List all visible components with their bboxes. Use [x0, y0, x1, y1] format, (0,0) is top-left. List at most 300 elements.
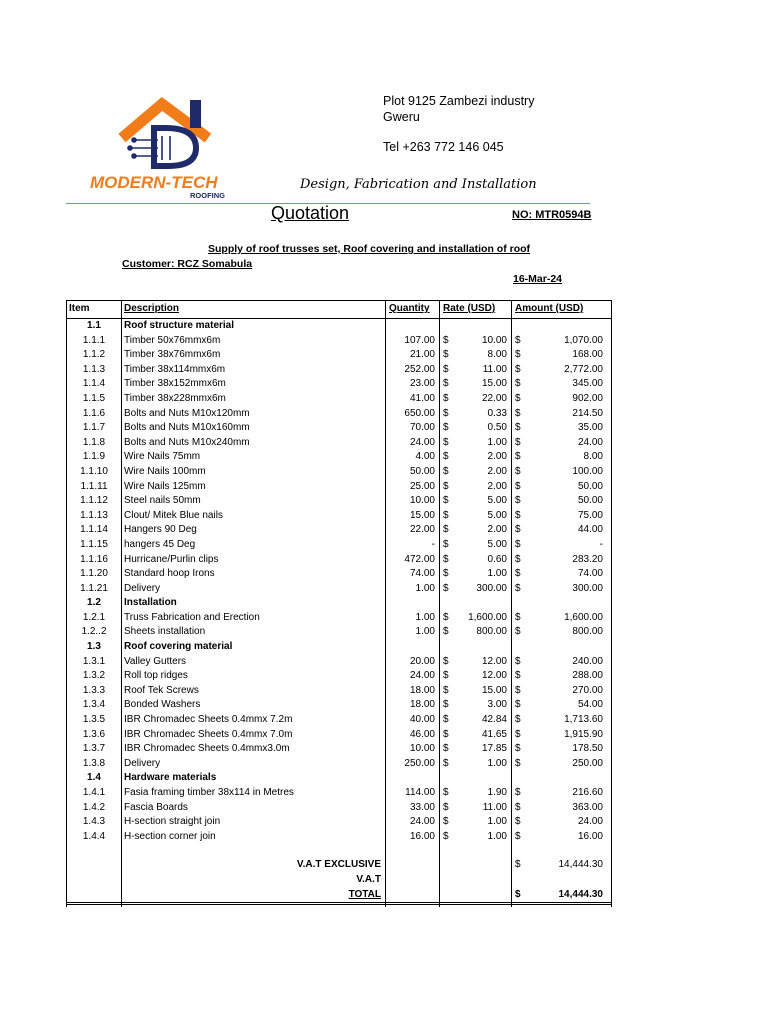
item-description: Sheets installation	[124, 626, 206, 638]
item-rate: 11.00	[482, 363, 507, 375]
rate-currency: $	[443, 407, 449, 419]
item-amount: 270.00	[572, 684, 603, 696]
section-row	[67, 771, 611, 786]
customer-name: Customer: RCZ Somabula	[122, 258, 253, 270]
amount-currency: $	[515, 436, 521, 448]
item-amount: 24.00	[577, 816, 603, 828]
rate-currency: $	[443, 582, 449, 594]
item-description: Wire Nails 75mm	[124, 451, 201, 463]
item-amount: 902.00	[572, 392, 603, 404]
item-number: 1.1.6	[82, 407, 106, 419]
amount-currency: $	[515, 830, 521, 842]
amount-currency: $	[515, 392, 521, 404]
item-description: Steel nails 50mm	[124, 495, 201, 507]
rate-currency: $	[443, 495, 449, 507]
item-rate: 8.00	[487, 349, 507, 361]
item-rate: 12.00	[481, 655, 507, 667]
item-number: 1.1.10	[80, 465, 108, 477]
item-quantity: 18.00	[409, 699, 435, 711]
item-description: Bolts and Nuts M10x120mm	[124, 407, 250, 419]
rate-currency: $	[443, 801, 449, 813]
table-row	[67, 553, 611, 568]
item-amount: -	[599, 538, 603, 550]
amount-currency: $	[515, 757, 521, 769]
item-description: Timber 50x76mmx6m	[124, 334, 221, 346]
table-row	[67, 728, 611, 743]
item-rate: 0.50	[487, 422, 507, 434]
logo-wordmark: MODERN-TECH	[90, 173, 218, 192]
table-row	[67, 363, 611, 378]
item-rate: 22.00	[481, 392, 507, 404]
amount-currency: $	[515, 538, 521, 550]
item-amount: 240.00	[572, 655, 603, 667]
amount-currency: $	[515, 524, 521, 536]
item-rate: 42.84	[481, 714, 507, 726]
item-description: Truss Fabrication and Erection	[124, 611, 260, 623]
table-row	[67, 625, 611, 640]
item-number: 1.1.13	[80, 509, 108, 521]
amount-currency: $	[515, 626, 521, 638]
item-description: Wire Nails 125mm	[124, 480, 206, 492]
item-number: 1.1.8	[82, 436, 106, 448]
item-rate: 1.00	[487, 436, 507, 448]
table-row	[67, 684, 611, 699]
amount-currency: $	[515, 743, 521, 755]
item-amount: 16.00	[577, 830, 603, 842]
amount-currency: $	[515, 801, 521, 813]
item-number: 1.1.2	[82, 349, 106, 361]
item-description: Timber 38x228mmx6m	[124, 392, 226, 404]
item-quantity: 50.00	[409, 465, 435, 477]
item-description: Fascia Boards	[124, 801, 188, 813]
amount-currency: $	[515, 714, 521, 726]
amount-currency: $	[515, 378, 521, 390]
table-row	[67, 698, 611, 713]
item-number: 1.2..2	[81, 626, 107, 638]
item-amount: 44.00	[577, 524, 603, 536]
rate-currency: $	[443, 757, 449, 769]
item-quantity: 4.00	[415, 451, 435, 463]
rate-currency: $	[443, 626, 449, 638]
item-quantity: 16.00	[409, 830, 435, 842]
table-row	[67, 480, 611, 495]
item-rate: 1.00	[487, 830, 507, 842]
table-row	[67, 348, 611, 363]
rate-currency: $	[443, 714, 449, 726]
table-row	[67, 494, 611, 509]
item-amount: 363.00	[572, 801, 603, 813]
item-amount: 50.00	[577, 480, 603, 492]
amount-currency: $	[515, 334, 521, 346]
item-description: H-section corner join	[124, 830, 216, 842]
item-quantity: 40.00	[409, 714, 435, 726]
rate-currency: $	[443, 480, 449, 492]
amount-currency: $	[515, 582, 521, 594]
item-amount: 35.00	[577, 422, 603, 434]
item-rate: 15.00	[481, 378, 507, 390]
item-amount: 250.00	[572, 757, 603, 769]
table-row	[67, 742, 611, 757]
table-row	[67, 465, 611, 480]
total-row-label: TOTAL	[348, 888, 381, 900]
amount-currency: $	[515, 670, 521, 682]
rate-currency: $	[443, 684, 449, 696]
item-rate: 2.00	[487, 480, 507, 492]
rate-currency: $	[443, 334, 449, 346]
rate-currency: $	[443, 392, 449, 404]
item-description: Bolts and Nuts M10x160mm	[124, 422, 250, 434]
amount-currency: $	[515, 422, 521, 434]
item-description: Clout/ Mitek Blue nails	[124, 509, 223, 521]
section-row	[67, 640, 611, 655]
item-quantity: 24.00	[409, 816, 435, 828]
table-row	[67, 392, 611, 407]
item-amount: 216.60	[572, 787, 603, 798]
item-number: 1.1.9	[82, 451, 106, 463]
item-number: 1.4	[87, 772, 101, 784]
item-number: 1.1.1	[82, 334, 106, 346]
item-rate: 5.00	[487, 495, 507, 507]
rate-currency: $	[443, 699, 449, 711]
item-rate: 2.00	[487, 465, 507, 477]
item-number: 1.1.7	[82, 422, 106, 434]
amount-currency: $	[515, 728, 521, 740]
item-amount: 1,600.00	[564, 611, 603, 623]
item-number: 1.3.2	[82, 670, 106, 682]
rate-currency: $	[443, 378, 449, 390]
item-quantity: 15.00	[409, 509, 435, 521]
amount-currency: $	[515, 655, 521, 667]
item-quantity: 10.00	[409, 495, 435, 507]
table-row	[67, 567, 611, 582]
item-rate: 1.00	[487, 568, 507, 580]
amount-currency: $	[515, 480, 521, 492]
item-quantity: 1.00	[415, 611, 435, 623]
item-amount: 288.00	[572, 670, 603, 682]
item-number: 1.1.15	[80, 538, 108, 550]
amount-currency: $	[515, 363, 521, 375]
quotation-number: NO: MTR0594B	[512, 209, 592, 221]
amount-currency: $	[515, 699, 521, 711]
item-number: 1.1.3	[82, 363, 106, 375]
rate-currency: $	[443, 349, 449, 361]
logo-house-icon	[88, 96, 258, 200]
rate-currency: $	[443, 363, 449, 375]
table-row	[67, 436, 611, 451]
amount-currency: $	[515, 568, 521, 580]
rate-currency: $	[443, 830, 449, 842]
item-description: IBR Chromadec Sheets 0.4mmx 7.2m	[124, 714, 293, 726]
table-row	[67, 669, 611, 684]
vat-exclusive-row-label: V.A.T EXCLUSIVE	[296, 859, 381, 871]
table-header-row	[67, 301, 611, 319]
vat-row-label: V.A.T	[356, 873, 381, 885]
item-number: 1.3.8	[82, 757, 106, 769]
rate-currency: $	[443, 524, 449, 536]
item-description: Timber 38x152mmx6m	[124, 378, 226, 390]
telephone: Tel +263 772 146 045	[383, 140, 504, 154]
item-amount: 54.00	[577, 699, 603, 711]
item-rate: 1,600.00	[468, 611, 507, 623]
item-description: Hurricane/Purlin clips	[124, 553, 219, 565]
quotation-table	[66, 300, 612, 907]
company-tagline: Design, Fabrication and Installation	[300, 177, 537, 192]
rate-currency: $	[443, 509, 449, 521]
item-description: Bonded Washers	[124, 699, 201, 711]
item-amount: 300.00	[572, 582, 603, 594]
item-description: IBR Chromadec Sheets 0.4mmx3.0m	[124, 743, 290, 755]
header-quantity: Quantity	[389, 303, 430, 314]
table-row	[67, 582, 611, 597]
item-quantity: 472.00	[404, 553, 435, 565]
rate-currency: $	[443, 816, 449, 828]
item-quantity: 1.00	[415, 626, 435, 638]
table-row	[67, 450, 611, 465]
amount-currency: $	[515, 553, 521, 565]
item-quantity: 107.00	[404, 334, 435, 346]
item-description: Roof covering material	[124, 641, 233, 653]
item-description: Bolts and Nuts M10x240mm	[124, 436, 250, 448]
item-rate: 2.00	[487, 524, 507, 536]
item-number: 1.1.5	[82, 392, 106, 404]
rate-currency: $	[443, 728, 449, 740]
item-description: Fasia framing timber 38x114 in Metres	[124, 787, 294, 798]
header-item: Item	[69, 303, 90, 314]
item-rate: 10.00	[481, 334, 507, 346]
quotation-subtitle: Supply of roof trusses set, Roof covering and installation of roof	[208, 243, 531, 255]
item-number: 1.3.7	[82, 743, 106, 755]
total-row	[67, 888, 611, 906]
table-row	[67, 334, 611, 349]
item-number: 1.3.4	[82, 699, 106, 711]
item-rate: 5.00	[487, 538, 507, 550]
item-amount: 800.00	[572, 626, 603, 638]
item-number: 1.3.3	[82, 684, 106, 696]
item-number: 1.4.1	[82, 787, 106, 798]
amount-currency: $	[515, 407, 521, 419]
vat-exclusive-row-currency: $	[515, 859, 521, 871]
item-number: 1.1.11	[80, 480, 108, 492]
header-amount: Amount (USD)	[515, 303, 584, 314]
item-amount: 168.00	[572, 349, 603, 361]
item-rate: 12.00	[481, 670, 507, 682]
amount-currency: $	[515, 349, 521, 361]
item-description: Timber 38x76mmx6m	[124, 349, 221, 361]
item-description: Timber 38x114mmx6m	[124, 363, 226, 375]
item-amount: 178.50	[572, 743, 603, 755]
item-number: 1.4.3	[82, 816, 106, 828]
item-number: 1.3	[87, 641, 101, 653]
item-description: Installation	[124, 597, 177, 609]
rate-currency: $	[443, 611, 449, 623]
vat-row	[67, 873, 611, 888]
table-row	[67, 377, 611, 392]
item-amount: 283.20	[572, 553, 603, 565]
item-number: 1.3.6	[82, 728, 106, 740]
item-amount: 24.00	[577, 436, 603, 448]
logo-subtitle: ROOFING	[190, 191, 225, 200]
quotation-date: 16-Mar-24	[513, 273, 563, 285]
rate-currency: $	[443, 422, 449, 434]
item-description: H-section straight join	[124, 816, 221, 828]
item-description: hangers 45 Deg	[124, 538, 196, 550]
table-row	[67, 538, 611, 553]
rate-currency: $	[443, 465, 449, 477]
item-rate: 11.00	[482, 801, 507, 813]
amount-currency: $	[515, 495, 521, 507]
item-number: 1.1.20	[80, 568, 108, 580]
item-rate: 1.90	[487, 787, 507, 798]
item-number: 1.1.4	[82, 378, 106, 390]
amount-currency: $	[515, 787, 521, 798]
table-row	[67, 509, 611, 524]
item-amount: 1,070.00	[564, 334, 603, 346]
section-row	[67, 319, 611, 334]
table-row	[67, 611, 611, 626]
item-quantity: 20.00	[409, 655, 435, 667]
table-row	[67, 655, 611, 670]
spacer	[67, 844, 611, 858]
item-rate: 1.00	[487, 757, 507, 769]
total-row-value: 14,444.30	[558, 888, 603, 900]
item-amount: 74.00	[577, 568, 603, 580]
item-quantity: 24.00	[409, 436, 435, 448]
item-number: 1.2.1	[82, 611, 106, 623]
item-rate: 0.33	[487, 407, 507, 419]
item-number: 1.4.4	[82, 830, 106, 842]
item-rate: 3.00	[487, 699, 507, 711]
amount-currency: $	[515, 509, 521, 521]
rate-currency: $	[443, 538, 449, 550]
vat-exclusive-row	[67, 858, 611, 873]
item-quantity: 70.00	[409, 422, 435, 434]
item-description: IBR Chromadec Sheets 0.4mmx 7.0m	[124, 728, 293, 740]
amount-currency: $	[515, 611, 521, 623]
item-description: Hangers 90 Deg	[124, 524, 197, 536]
item-description: Hardware materials	[124, 772, 217, 784]
vat-exclusive-row-value: 14,444.30	[558, 859, 603, 871]
item-rate: 0.60	[487, 553, 507, 565]
section-row	[67, 596, 611, 611]
header-rate: Rate (USD)	[443, 303, 496, 314]
item-number: 1.2	[87, 597, 101, 609]
item-amount: 8.00	[583, 451, 603, 463]
item-quantity: 250.00	[404, 757, 435, 769]
rate-currency: $	[443, 553, 449, 565]
amount-currency: $	[515, 816, 521, 828]
table-row	[67, 421, 611, 436]
item-amount: 50.00	[577, 495, 603, 507]
table-row	[67, 801, 611, 816]
rate-currency: $	[443, 670, 449, 682]
item-quantity: -	[431, 538, 435, 550]
rate-currency: $	[443, 436, 449, 448]
item-amount: 100.00	[572, 465, 603, 477]
item-rate: 300.00	[476, 582, 507, 594]
item-quantity: 46.00	[409, 728, 435, 740]
rate-currency: $	[443, 787, 449, 798]
amount-currency: $	[515, 451, 521, 463]
table-body	[67, 301, 611, 905]
item-quantity: 18.00	[409, 684, 435, 696]
item-rate: 5.00	[487, 509, 507, 521]
item-rate: 2.00	[487, 451, 507, 463]
item-description: Standard hoop Irons	[124, 568, 215, 580]
item-amount: 345.00	[572, 378, 603, 390]
rate-currency: $	[443, 655, 449, 667]
item-number: 1.1.14	[80, 524, 108, 536]
table-row	[67, 757, 611, 772]
item-number: 1.1.21	[80, 582, 108, 594]
item-description: Roof Tek Screws	[124, 684, 199, 696]
item-amount: 214.50	[572, 407, 603, 419]
item-quantity: 650.00	[404, 407, 435, 419]
item-quantity: 74.00	[409, 568, 435, 580]
item-description: Delivery	[124, 582, 161, 594]
item-quantity: 24.00	[409, 670, 435, 682]
rate-currency: $	[443, 743, 449, 755]
item-description: Valley Gutters	[124, 655, 187, 667]
table-row	[67, 830, 611, 845]
item-quantity: 33.00	[409, 801, 435, 813]
amount-currency: $	[515, 465, 521, 477]
item-quantity: 1.00	[415, 582, 435, 594]
item-number: 1.1.16	[80, 553, 108, 565]
total-row-currency: $	[515, 888, 521, 900]
item-number: 1.3.1	[82, 655, 106, 667]
item-number: 1.3.5	[82, 714, 106, 726]
item-rate: 41.65	[481, 728, 507, 740]
table-row	[67, 407, 611, 422]
item-rate: 800.00	[476, 626, 507, 638]
company-logo	[88, 96, 258, 200]
item-quantity: 22.00	[409, 524, 435, 536]
item-rate: 15.00	[481, 684, 507, 696]
table-row	[67, 523, 611, 538]
item-quantity: 114.00	[405, 787, 435, 798]
amount-currency: $	[515, 684, 521, 696]
item-quantity: 21.00	[409, 349, 435, 361]
item-quantity: 41.00	[409, 392, 435, 404]
item-number: 1.1.12	[80, 495, 108, 507]
item-amount: 2,772.00	[564, 363, 603, 375]
rate-currency: $	[443, 568, 449, 580]
item-description: Roof structure material	[124, 320, 235, 331]
item-quantity: 10.00	[409, 743, 435, 755]
item-number: 1.4.2	[82, 801, 106, 813]
item-rate: 1.00	[487, 816, 507, 828]
item-description: Roll top ridges	[124, 670, 188, 682]
item-amount: 1,713.60	[564, 714, 603, 726]
item-rate: 17.85	[481, 743, 507, 755]
header-description: Description	[124, 303, 180, 314]
item-amount: 1,915.90	[564, 728, 603, 740]
item-quantity: 23.00	[409, 378, 435, 390]
item-description: Delivery	[124, 757, 161, 769]
item-quantity: 252.00	[404, 363, 435, 375]
table-row	[67, 713, 611, 728]
item-number: 1.1	[87, 320, 101, 331]
item-amount: 75.00	[577, 509, 603, 521]
table-row	[67, 815, 611, 830]
item-description: Wire Nails 100mm	[124, 465, 206, 477]
address-line-2: Gweru	[383, 110, 420, 124]
item-quantity: 25.00	[409, 480, 435, 492]
rate-currency: $	[443, 451, 449, 463]
address-line-1: Plot 9125 Zambezi industry	[383, 94, 535, 108]
document-title: Quotation	[271, 203, 350, 223]
table-row	[67, 786, 611, 801]
